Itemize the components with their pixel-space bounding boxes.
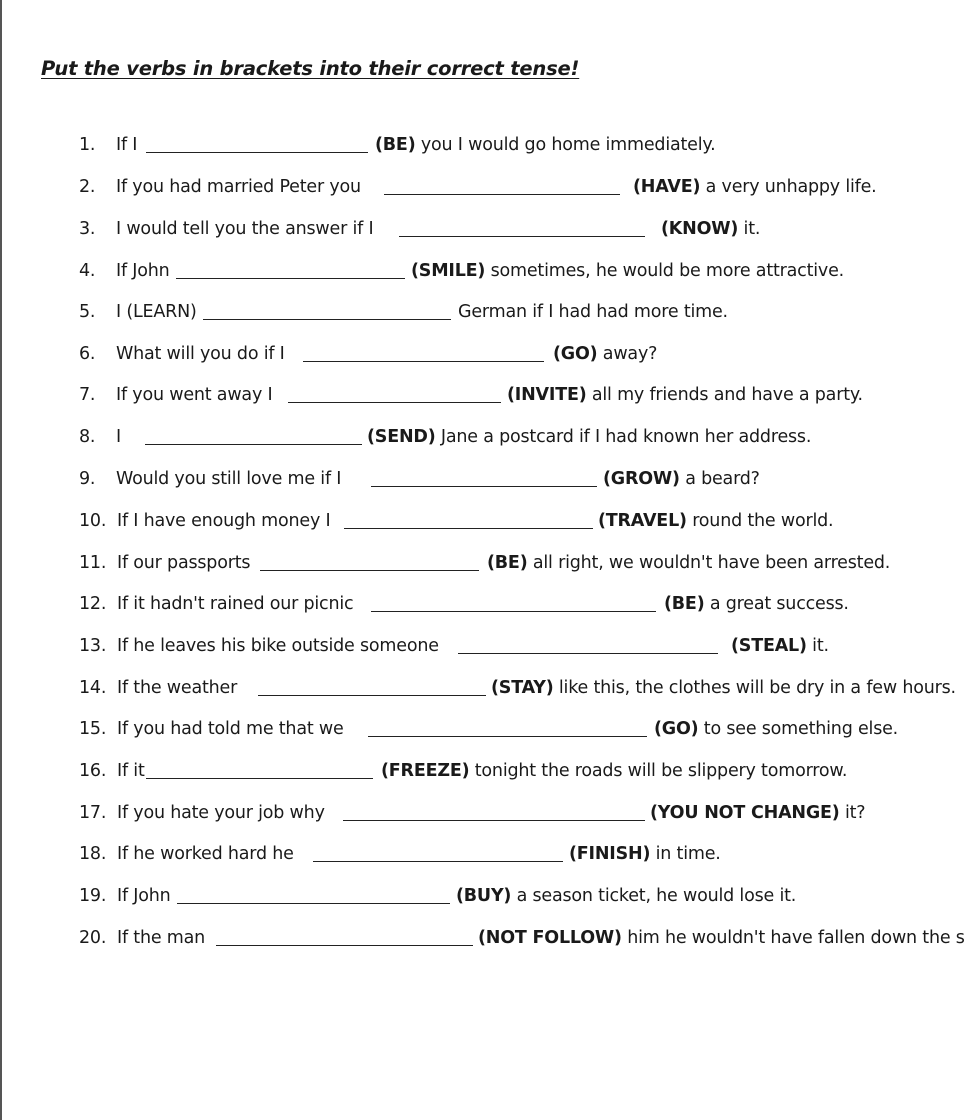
exercise-item (0, 716, 978, 742)
item-text-before: Would you still love me if I (116, 469, 342, 489)
item-number: 17. (79, 803, 107, 823)
exercise-item (0, 758, 978, 784)
answer-blank[interactable] (458, 653, 718, 654)
exercise-item (0, 591, 978, 617)
item-text-after: it. (806, 636, 829, 656)
item-number: 18. (79, 844, 107, 864)
item-text-after: a season ticket, he would lose it. (511, 886, 797, 906)
verb-in-brackets: (BE) (664, 594, 705, 614)
item-number: 11. (79, 553, 107, 573)
item-text-after: a beard? (679, 469, 760, 489)
item-number: 4. (79, 261, 96, 281)
answer-blank[interactable] (146, 778, 373, 779)
exercise-item (0, 341, 978, 367)
item-text-before: I (116, 427, 121, 447)
answer-blank[interactable] (303, 361, 544, 362)
worksheet-title: Put the verbs in brackets into their correct tense! (41, 57, 580, 80)
item-text-before: If the man (117, 928, 206, 948)
verb-in-brackets: (GO) (553, 344, 598, 364)
item-number: 19. (79, 886, 107, 906)
item-text-before: If I (116, 135, 138, 155)
item-text-after: him he wouldn't have fallen down the s (621, 928, 965, 948)
item-text-before: If it (117, 761, 145, 781)
exercise-item (0, 299, 978, 325)
item-text-after: tonight the roads will be slippery tomorrow. (469, 761, 848, 781)
item-text-after: all right, we wouldn't have been arrested. (527, 553, 891, 573)
verb-in-brackets: (INVITE) (507, 385, 587, 405)
answer-blank[interactable] (384, 194, 620, 195)
verb-in-brackets: (YOU NOT CHANGE) (650, 803, 840, 823)
item-text-after: like this, the clothes will be dry in a few hours. (553, 678, 956, 698)
item-text-after: Jane a postcard if I had known her address. (435, 427, 812, 447)
item-text-before: If our passports (117, 553, 251, 573)
verb-in-brackets: (STEAL) (731, 636, 807, 656)
item-number: 15. (79, 719, 107, 739)
exercise-item (0, 382, 978, 408)
item-text-before: If John (116, 261, 170, 281)
exercise-item (0, 841, 978, 867)
item-number: 20. (79, 928, 107, 948)
item-text-after: you I would go home immediately. (415, 135, 716, 155)
verb-in-brackets: (SMILE) (411, 261, 486, 281)
item-number: 16. (79, 761, 107, 781)
item-number: 2. (79, 177, 96, 197)
item-text-before: I (LEARN) (116, 302, 197, 322)
verb-in-brackets: (BE) (487, 553, 528, 573)
answer-blank[interactable] (177, 903, 450, 904)
answer-blank[interactable] (399, 236, 645, 237)
item-text-after: a great success. (704, 594, 849, 614)
answer-blank[interactable] (145, 444, 362, 445)
exercise-item (0, 675, 978, 701)
item-text-before: If you went away I (116, 385, 273, 405)
item-text-after: sometimes, he would be more attractive. (485, 261, 845, 281)
answer-blank[interactable] (258, 695, 486, 696)
item-number: 14. (79, 678, 107, 698)
answer-blank[interactable] (216, 945, 473, 946)
item-text-before: If John (117, 886, 171, 906)
exercise-item (0, 925, 978, 951)
exercise-item (0, 883, 978, 909)
item-number: 13. (79, 636, 107, 656)
verb-in-brackets: (HAVE) (633, 177, 701, 197)
verb-in-brackets: (TRAVEL) (598, 511, 687, 531)
item-text-after: it. (738, 219, 761, 239)
item-text-after: in time. (650, 844, 721, 864)
answer-blank[interactable] (368, 736, 647, 737)
item-number: 7. (79, 385, 96, 405)
item-text-before: If you hate your job why (117, 803, 325, 823)
item-number: 5. (79, 302, 96, 322)
item-text-after: all my friends and have a party. (586, 385, 863, 405)
exercise-item (0, 424, 978, 450)
answer-blank[interactable] (260, 570, 479, 571)
item-text-after: a very unhappy life. (700, 177, 877, 197)
exercise-item (0, 216, 978, 242)
exercise-item (0, 550, 978, 576)
item-number: 10. (79, 511, 107, 531)
item-number: 6. (79, 344, 96, 364)
item-text-after: round the world. (686, 511, 834, 531)
item-number: 8. (79, 427, 96, 447)
item-text-after: away? (597, 344, 658, 364)
exercise-item (0, 132, 978, 158)
item-text-before: If he worked hard he (117, 844, 294, 864)
verb-in-brackets: (SEND) (367, 427, 436, 447)
verb-in-brackets: (FINISH) (569, 844, 651, 864)
answer-blank[interactable] (176, 278, 405, 279)
answer-blank[interactable] (371, 486, 597, 487)
answer-blank[interactable] (371, 611, 656, 612)
item-number: 3. (79, 219, 96, 239)
item-text-before: I would tell you the answer if I (116, 219, 374, 239)
exercise-item (0, 633, 978, 659)
item-number: 12. (79, 594, 107, 614)
item-text-before: If he leaves his bike outside someone (117, 636, 439, 656)
item-text-before: If the weather (117, 678, 238, 698)
item-text-before: If you had married Peter you (116, 177, 361, 197)
answer-blank[interactable] (313, 861, 563, 862)
item-text-after: it? (839, 803, 866, 823)
item-text-after: to see something else. (698, 719, 899, 739)
answer-blank[interactable] (146, 152, 368, 153)
item-text-before: If you had told me that we (117, 719, 344, 739)
verb-in-brackets: (FREEZE) (381, 761, 470, 781)
answer-blank[interactable] (343, 820, 645, 821)
exercise-item (0, 258, 978, 284)
exercise-item (0, 508, 978, 534)
verb-in-brackets: (STAY) (491, 678, 554, 698)
exercise-item (0, 466, 978, 492)
verb-in-brackets: (BE) (375, 135, 416, 155)
item-number: 9. (79, 469, 96, 489)
answer-blank[interactable] (344, 528, 593, 529)
item-number: 1. (79, 135, 96, 155)
verb-in-brackets: (GO) (654, 719, 699, 739)
verb-in-brackets: (GROW) (603, 469, 680, 489)
exercise-item (0, 800, 978, 826)
item-text-after: German if I had had more time. (458, 302, 728, 322)
verb-in-brackets: (BUY) (456, 886, 512, 906)
item-text-before: If it hadn't rained our picnic (117, 594, 354, 614)
item-text-before: What will you do if I (116, 344, 285, 364)
item-text-before: If I have enough money I (117, 511, 331, 531)
answer-blank[interactable] (203, 319, 451, 320)
verb-in-brackets: (NOT FOLLOW) (478, 928, 622, 948)
verb-in-brackets: (KNOW) (661, 219, 739, 239)
answer-blank[interactable] (288, 402, 501, 403)
exercise-item (0, 174, 978, 200)
